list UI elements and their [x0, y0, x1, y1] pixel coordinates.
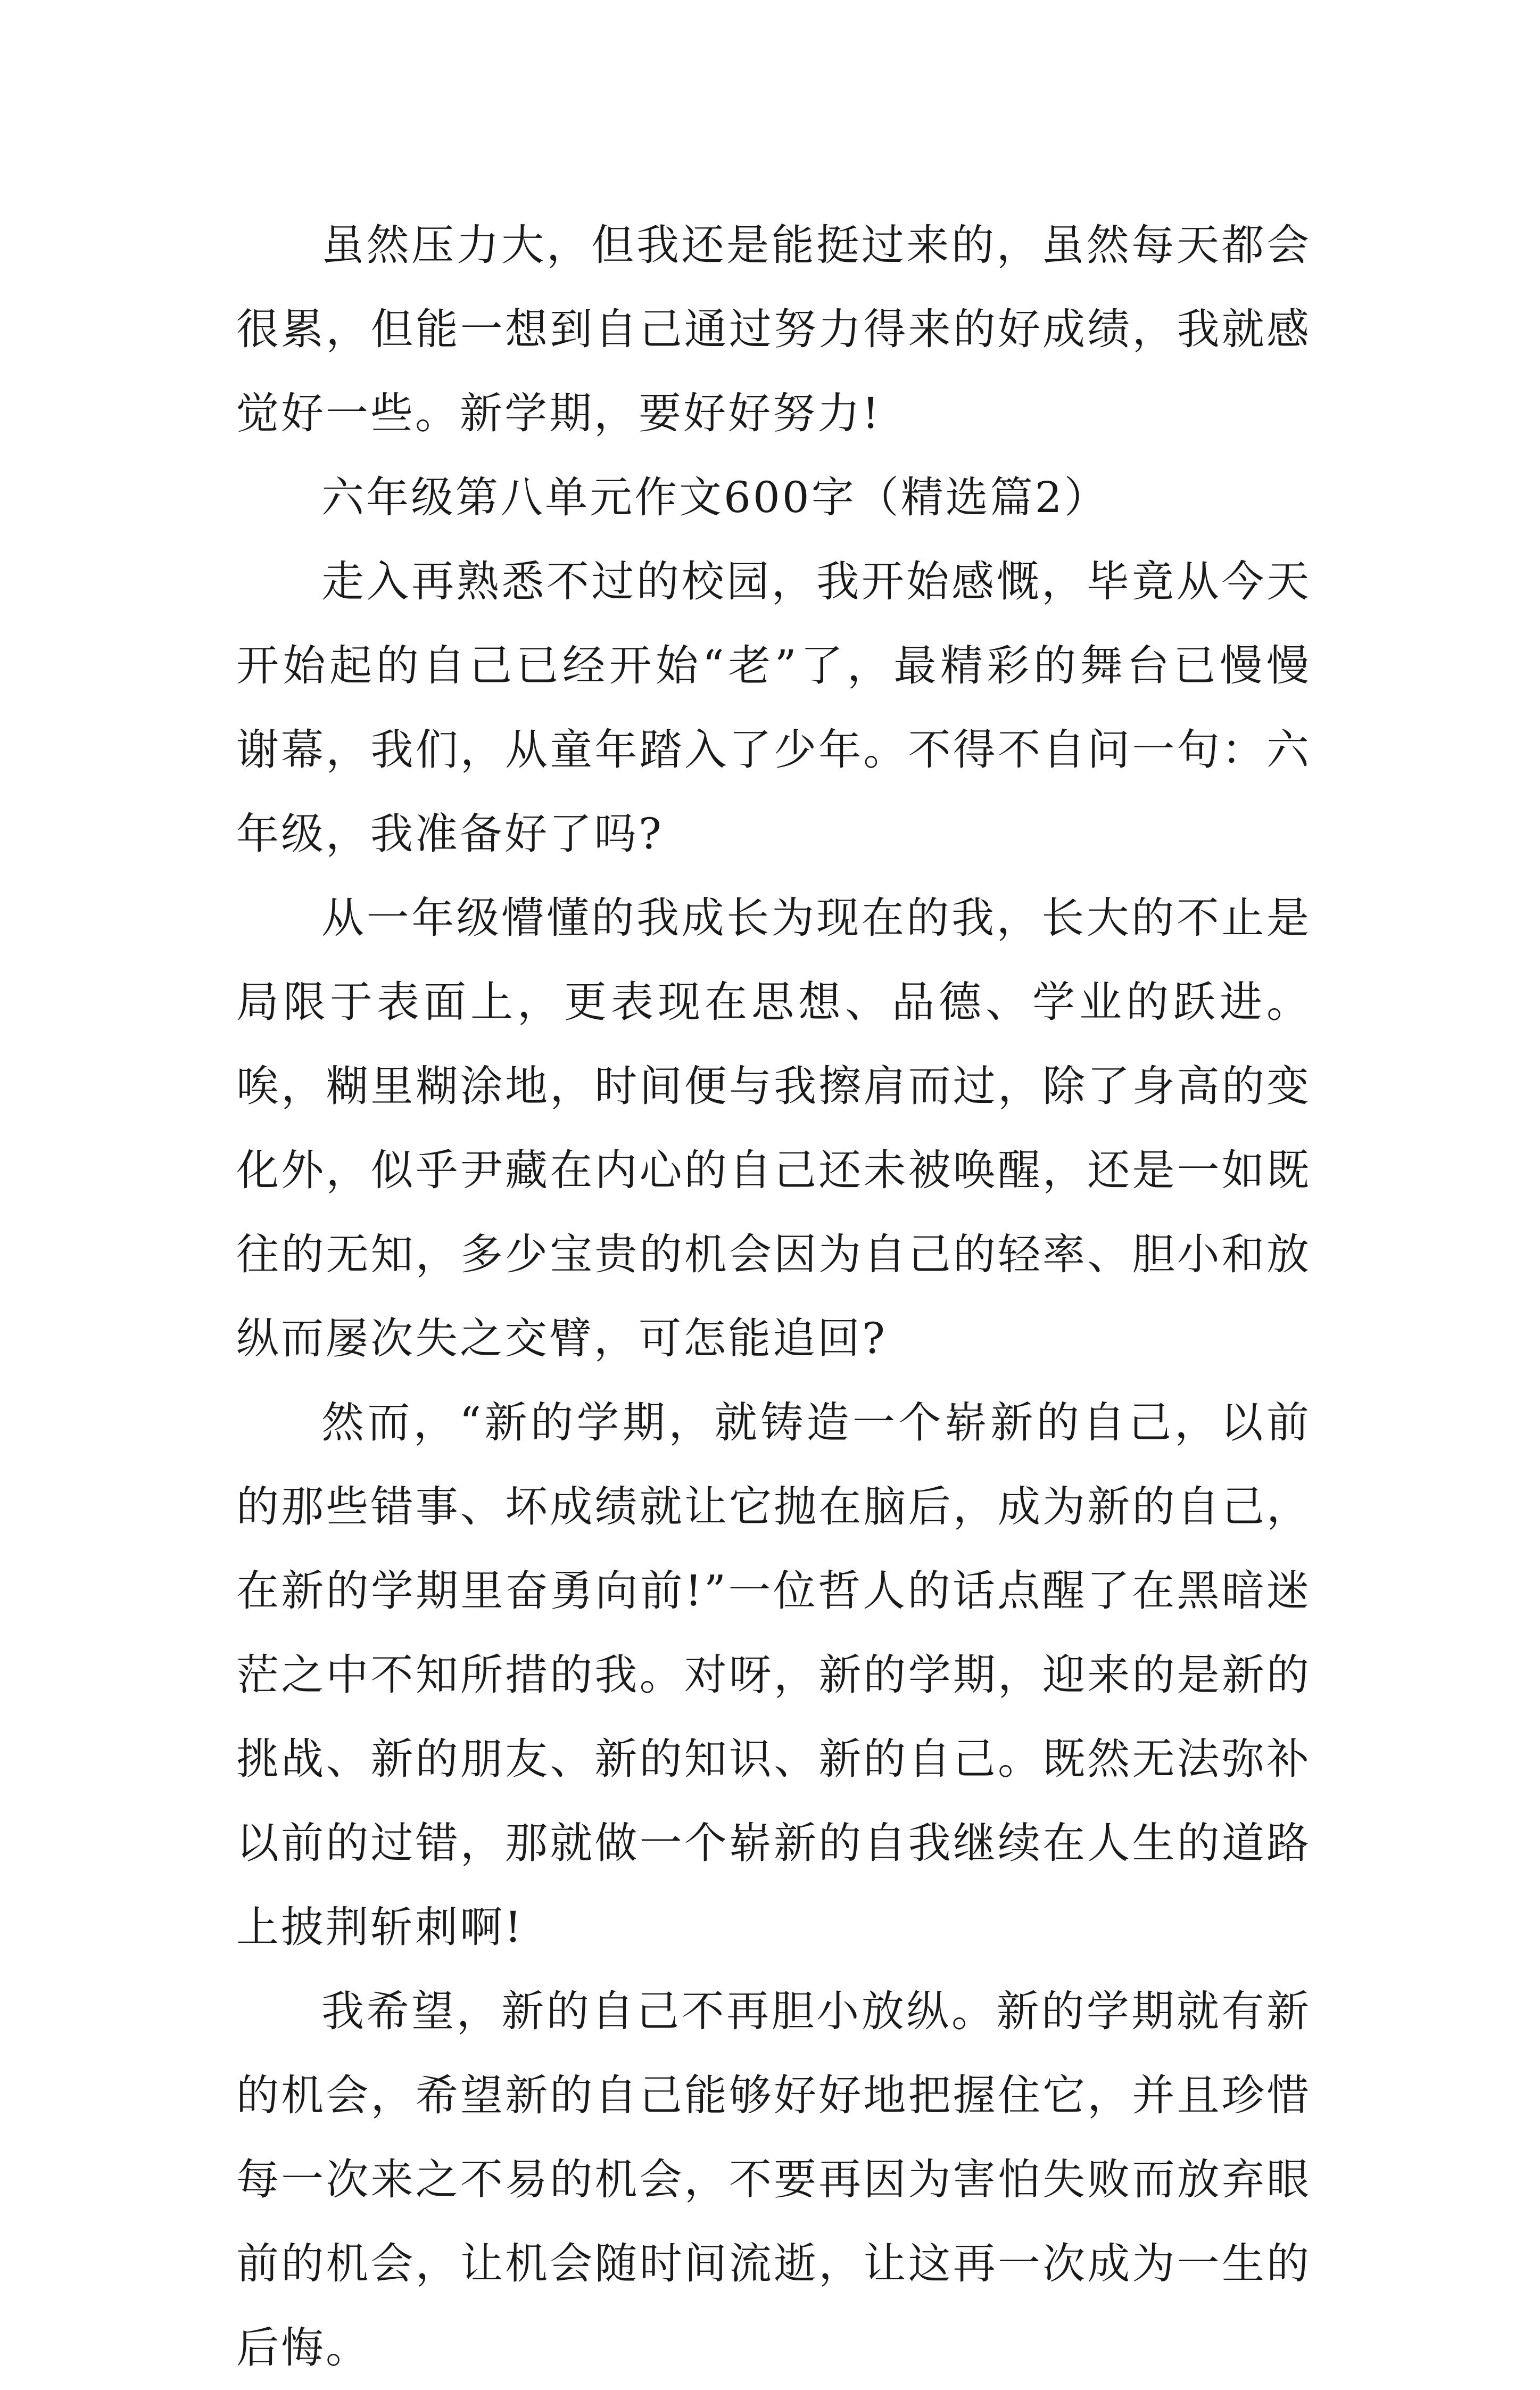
paragraph-reflection: 从一年级懵懂的我成长为现在的我，长大的不止是局限于表面上，更表现在思想、品德、学业的跃进。唉，糊里糊涂地，时间便与我擦肩而过，除了身高的变化外，似乎尹藏在内心的自己还未被唤醒，还是一如既往的无知，多少宝贵的机会因为自己的轻率、胆小和放纵而屡次失之交臂，可怎能追回? — [236, 893, 1311, 1363]
section-heading: 六年级第八单元作文600字（精选篇2） — [321, 473, 1109, 522]
paragraph-resolution: 然而，“新的学期，就铸造一个崭新的自己，以前的那些错事、坏成绩就让它抛在脑后，成为新的自己，在新的学期里奋勇向前!”一位哲人的话点醒了在黑暗迷茫之中不知所措的我。对呀，新的学期，迎来的是新的挑战、新的朋友、新的知识、新的自己。既然无法弥补以前的过错，那就做一个崭新的自我继续在人生的道路上披荆斩刺啊! — [236, 1398, 1311, 1952]
paragraph-intro: 走入再熟悉不过的校园，我开始感慨，毕竟从今天开始起的自己已经开始“老”了，最精彩的舞台已慢慢谢幕，我们，从童年踏入了少年。不得不自问一句：六年级，我准备好了吗? — [236, 557, 1311, 859]
essay-body — [236, 203, 1311, 2390]
paragraph-conclusion: 虽然压力大，但我还是能挺过来的，虽然每天都会很累，但能一想到自己通过努力得来的好成绩，我就感觉好一些。新学期，要好好努力! — [236, 220, 1311, 438]
paragraph-hope: 我希望，新的自己不再胆小放纵。新的学期就有新的机会，希望新的自己能够好好地把握住它，并且珍惜每一次来之不易的机会，不要再因为害怕失败而放弃眼前的机会，让机会随时间流逝，让这再一次成为一生的后悔。 — [236, 1987, 1311, 2372]
